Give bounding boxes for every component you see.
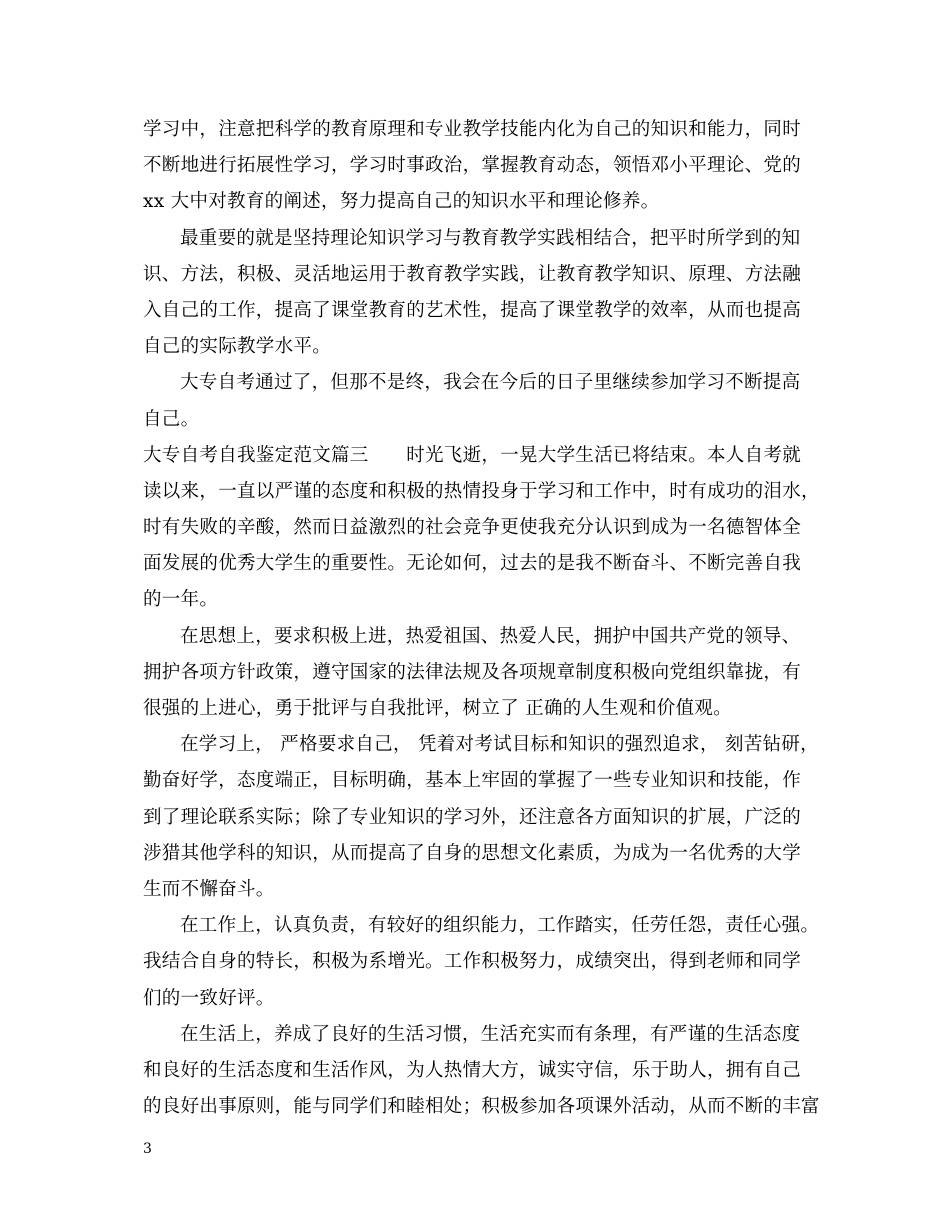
text-line: 们的一致好评。 [143, 987, 275, 1009]
text-line: 在生活上，养成了良好的生活习惯，生活充实而有条理，有严谨的生活态度 [180, 1023, 801, 1045]
text-line: 时有失败的辛酸，然而日益激烈的社会竞争更使我充分认识到成为一名德智体全 [143, 517, 802, 539]
text-line: 很强的上进心，勇于批评与自我批评，树立了 正确的人生观和价值观。 [143, 698, 732, 719]
text-line: 在思想上，要求积极上进，热爱祖国、热爱人民，拥护中国共产党的领导、 [180, 625, 801, 647]
text-line: 读以来，一直以严谨的态度和积极的热情投身于学习和工作中，时有成功的泪水， [143, 480, 820, 502]
text-line: 的良好出事原则，能与同学们和睦相处；积极参加各项课外活动，从而不断的丰富 [143, 1096, 820, 1118]
text-line: 大专自考通过了，但那不是终，我会在今后的日子里继续参加学习不断提高 [180, 372, 801, 394]
text-line: 最重要的就是坚持理论知识学习与教育教学实践相结合，把平时所学到的知 [180, 227, 801, 249]
text-line: 学习中，注意把科学的教育原理和专业教学技能内化为自己的知识和能力，同时 [143, 119, 802, 140]
text-line: 识、方法，积极、灵活地运用于教育教学实践，让教育教学知识、原理、方法融 [143, 263, 802, 285]
text-line: 面发展的优秀大学生的重要性。无论如何，过去的是我不断奋斗、不断完善自我 [143, 553, 802, 575]
text-line: 我结合自身的特长，积极为系增光。工作积极努力，成绩突出，得到老师和同学 [143, 951, 802, 973]
text-line: 拥护各项方针政策，遵守国家的法律法规及各项规章制度积极向党组织靠拢，有 [143, 661, 802, 683]
text-line: 入自己的工作，提高了课堂教育的艺术性，提高了课堂教学的效率，从而也提高 [143, 299, 802, 321]
text-line: 自己。 [143, 408, 200, 430]
text-line: 不断地进行拓展性学习，学习时事政治，掌握教育动态，领悟邓小平理论、党的 [143, 155, 802, 177]
page-number: 3 [143, 1141, 152, 1157]
text-line: 在工作上，认真负责，有较好的组织能力，工作踏实，任劳任怨，责任心强。 [180, 915, 820, 937]
document-body [143, 112, 823, 1125]
text-line: 和良好的生活态度和生活作风，为人热情大方，诚实守信，乐于助人，拥有自己 [143, 1059, 802, 1081]
text-line: 涉猎其他学科的知识，从而提高了自身的思想文化素质，为成为一名优秀的大学 [143, 842, 802, 864]
text-line: 到了理论联系实际；除了专业知识的学习外，还注意各方面知识的扩展，广泛的 [143, 806, 802, 828]
text-line: 生而不懈奋斗。 [143, 878, 275, 900]
text-line: 自己的实际教学水平。 [143, 336, 332, 358]
text-line: 在学习上， 严格要求自己， 凭着对考试目标和知识的强烈追求， 刻苦钻研， [180, 734, 819, 756]
text-line: 勤奋好学，态度端正，目标明确，基本上牢固的掌握了一些专业知识和技能，作 [143, 770, 802, 792]
text-line: xx 大中对教育的阐述，努力提高自己的知识水平和理论修养。 [143, 191, 660, 213]
text-line: 大专自考自我鉴定范文篇三 时光飞逝，一晃大学生活已将结束。本人自考就 [143, 444, 802, 466]
text-line: 的一年。 [143, 589, 219, 611]
